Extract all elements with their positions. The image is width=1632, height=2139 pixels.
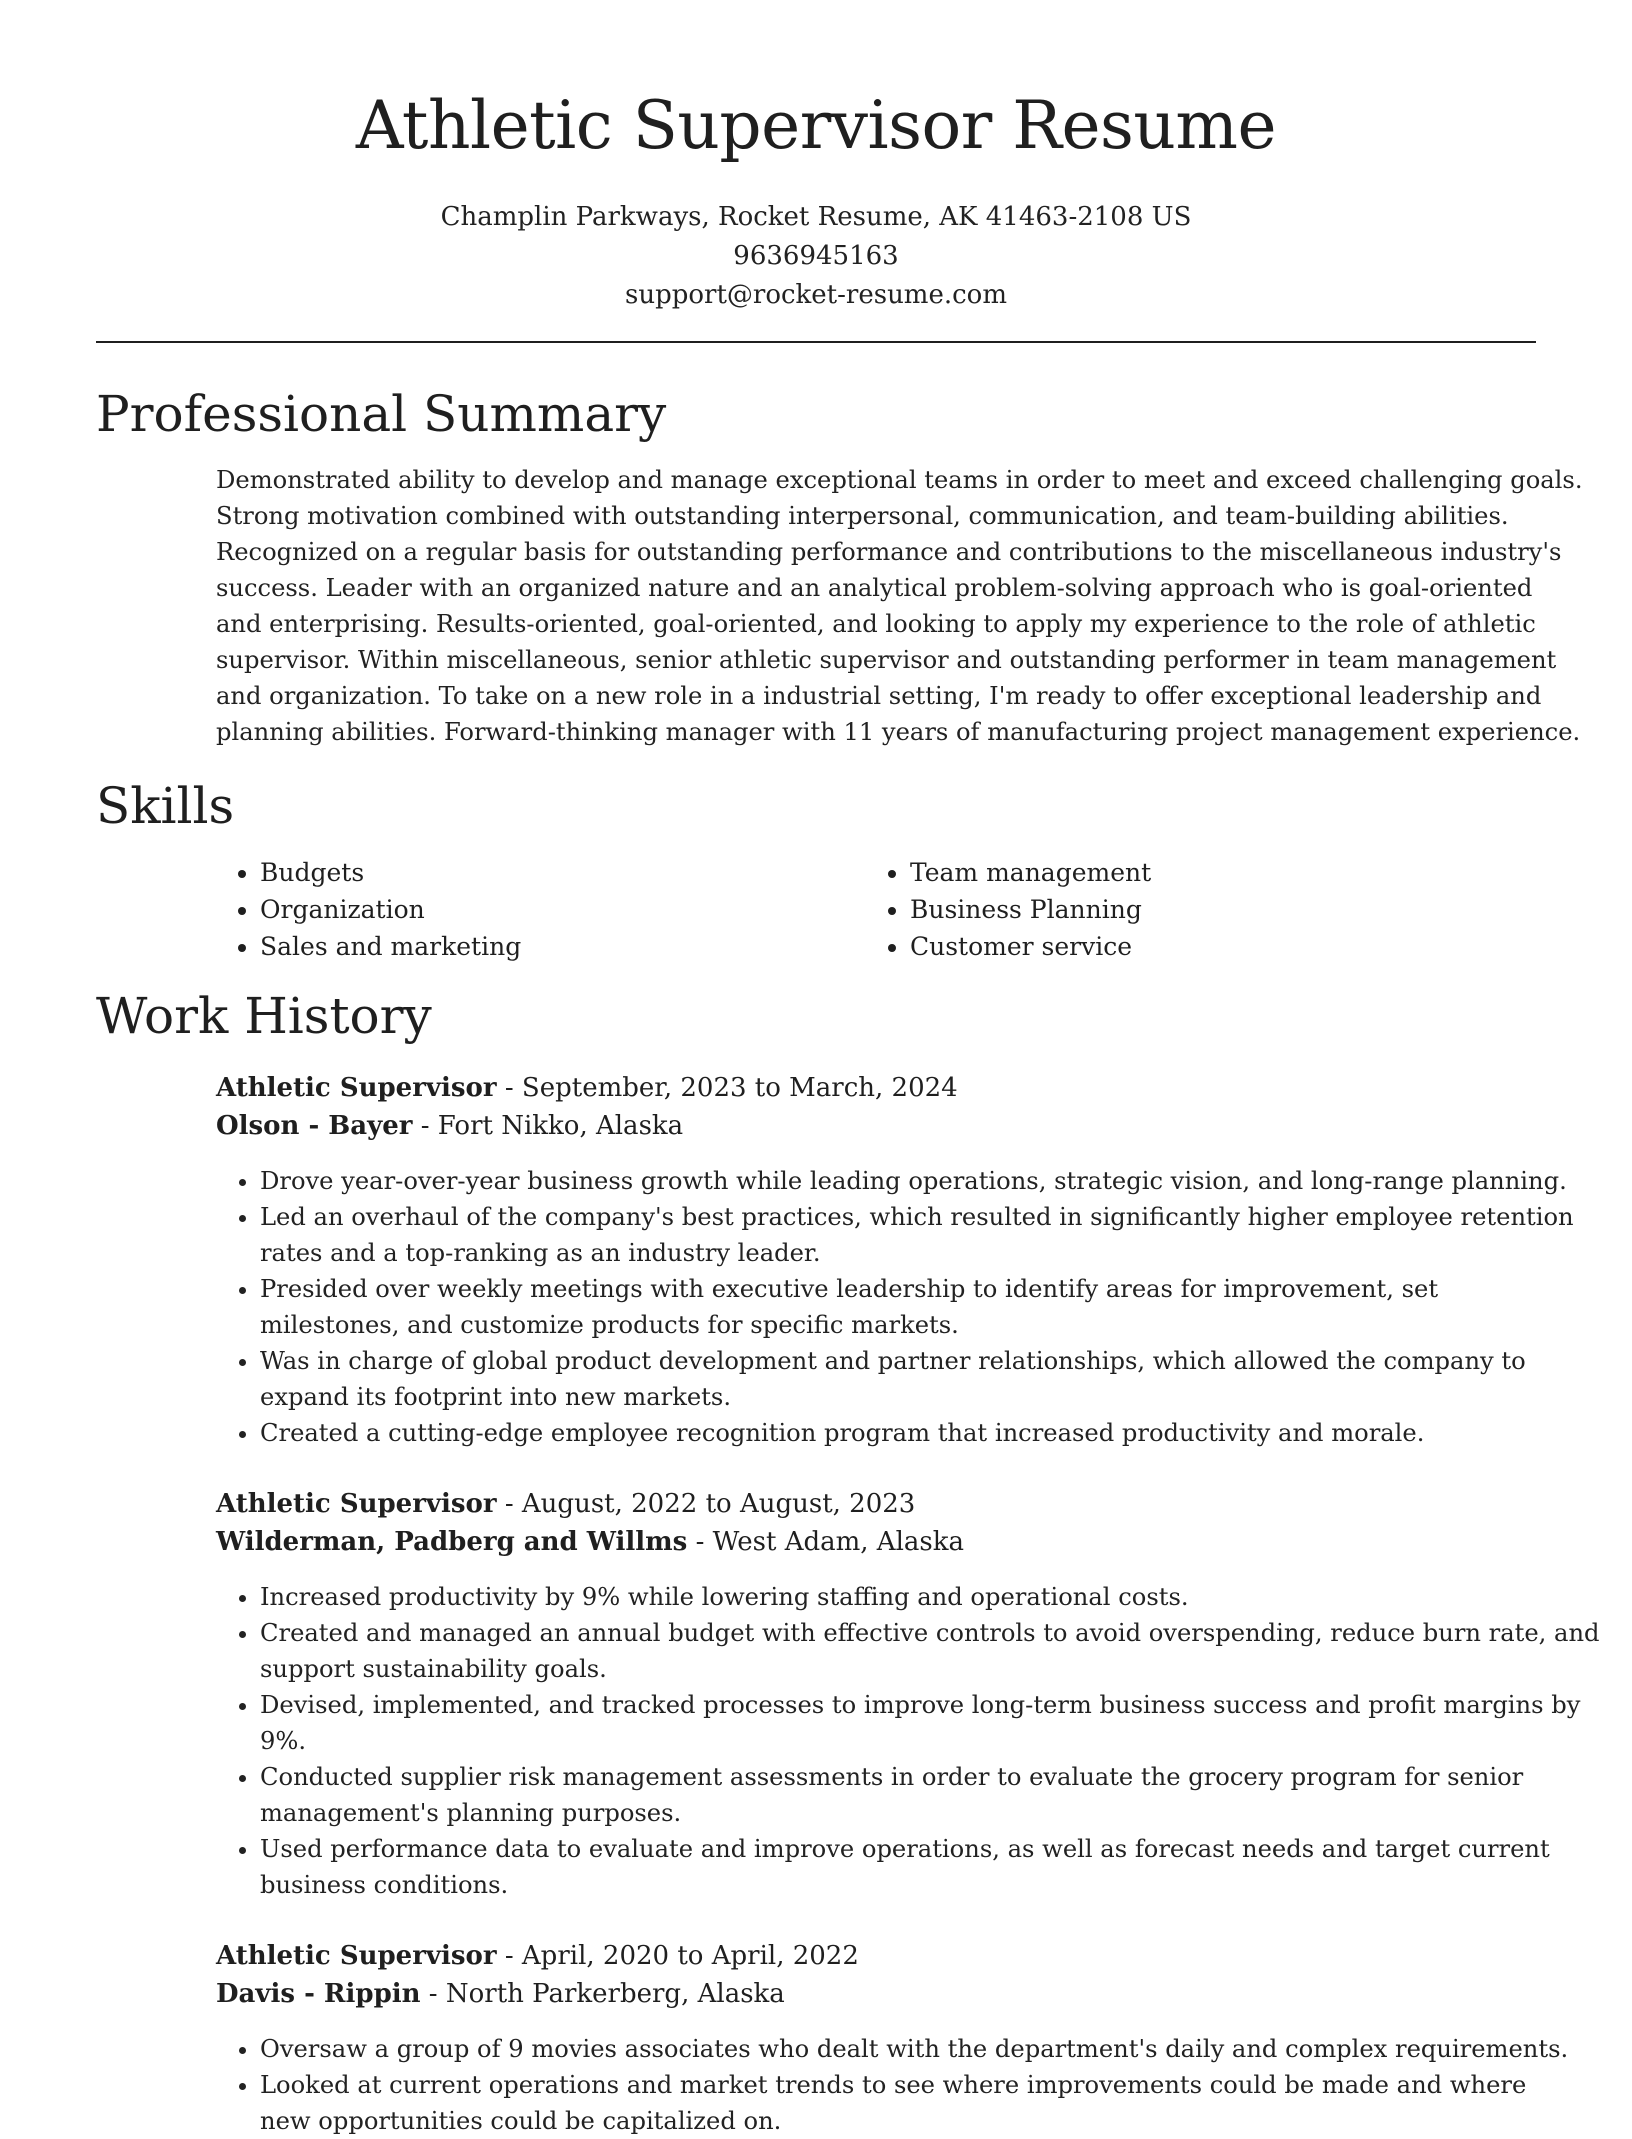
job-bullet: [260, 2067, 1546, 2139]
job-company: Davis - Rippin: [216, 1979, 421, 2009]
skill-item: • Budgets: [260, 854, 521, 891]
job-dates: - August, 2022 to August, 2023: [496, 1489, 916, 1519]
job-bullet: [260, 1199, 1574, 1271]
bullet-text: • Created a cutting-edge employee recognition program that increased productivity and morale.: [260, 1419, 1425, 1447]
skill-item: • Customer service: [910, 928, 1151, 965]
bullet-text: • Oversaw a group of 9 movies associates who dealt with the department's daily and complex requirements.: [260, 2035, 1569, 2063]
job-title: Athletic Supervisor: [216, 1941, 497, 1971]
bullet-text: expand its footprint into new markets.: [260, 1383, 732, 1411]
bullet-text: • Devised, implemented, and tracked processes to improve long-term business success and profit margins by: [260, 1691, 1581, 1719]
job-bullet: [260, 1759, 1546, 1831]
job-entry: [216, 1485, 1600, 1903]
job-bullet: [260, 1579, 1546, 1615]
skill-item: • Team management: [910, 854, 1151, 891]
bullet-text: • Looked at current operations and market trends to see where improvements could be made and where: [260, 2071, 1527, 2099]
job-dates: - April, 2020 to April, 2022: [496, 1941, 859, 1971]
skills-column-left: [216, 854, 521, 965]
bullet-text: support sustainability goals.: [260, 1655, 607, 1683]
bullet-text: • Presided over weekly meetings with executive leadership to identify areas for improvement, set: [260, 1275, 1439, 1303]
bullet-text: • Drove year-over-year business growth while leading operations, strategic vision, and long-range planning.: [260, 1167, 1567, 1195]
job-title: Athletic Supervisor: [216, 1073, 497, 1103]
job-bullet: [260, 1687, 1581, 1759]
bullet-text: 9%.: [260, 1727, 307, 1755]
skill-item: • Business Planning: [910, 891, 1151, 928]
job-location: - North Parkerberg, Alaska: [420, 1979, 785, 2009]
job-location: - West Adam, Alaska: [687, 1527, 964, 1557]
skill-item: • Organization: [260, 891, 521, 928]
summary-line: success. Leader with an organized nature and an analytical problem-solving approach who is goal-oriented: [216, 574, 1533, 602]
bullet-text: • Used performance data to evaluate and improve operations, as well as forecast needs and target current: [260, 1835, 1550, 1863]
work-history-heading: Work History: [96, 987, 432, 1045]
bullet-text: • Was in charge of global product development and partner relationships, which allowed the company to: [260, 1347, 1526, 1375]
summary-line: and organization. To take on a new role in a industrial setting, I'm ready to offer exceptional leadership and: [216, 682, 1542, 710]
job-company-line: [216, 1975, 1546, 2013]
skill-item: • Sales and marketing: [260, 928, 521, 965]
job-bullets: [216, 1579, 1600, 1903]
bullet-text: • Conducted supplier risk management assessments in order to evaluate the grocery program for senior: [260, 1763, 1524, 1791]
summary-heading: Professional Summary: [96, 385, 667, 443]
job-company: Wilderman, Padberg and Willms: [216, 1527, 688, 1557]
resume-header: [0, 0, 1632, 315]
summary-text: [216, 462, 1583, 750]
skills-heading: Skills: [96, 777, 235, 835]
job-entry: [216, 1069, 1574, 1451]
bullet-text: milestones, and customize products for specific markets.: [260, 1311, 959, 1339]
bullet-text: • Led an overhaul of the company's best practices, which resulted in significantly higher employee retention: [260, 1203, 1574, 1231]
job-bullets: [216, 1163, 1574, 1451]
job-company-line: [216, 1523, 1546, 1561]
summary-line: supervisor. Within miscellaneous, senior athletic supervisor and outstanding performer in team management: [216, 646, 1557, 674]
bullet-text: management's planning purposes.: [260, 1799, 682, 1827]
job-bullet: [260, 1343, 1546, 1415]
summary-line: planning abilities. Forward-thinking manager with 11 years of manufacturing project management experience.: [216, 718, 1581, 746]
bullet-text: business conditions.: [260, 1871, 509, 1899]
job-bullets: [216, 2031, 1569, 2139]
contact-block: [0, 198, 1632, 315]
contact-email: support@rocket-resume.com: [624, 280, 1007, 310]
bullet-text: • Created and managed an annual budget with effective controls to avoid overspending, reduce burn rate, and: [260, 1619, 1600, 1647]
job-company: Olson - Bayer: [216, 1111, 413, 1141]
summary-line: Strong motivation combined with outstanding interpersonal, communication, and team-building abilities.: [216, 502, 1509, 530]
contact-address: Champlin Parkways, Rocket Resume, AK 41463-2108 US: [440, 202, 1192, 232]
bullet-text: • Increased productivity by 9% while lowering staffing and operational costs.: [260, 1583, 1189, 1611]
job-dates: - September, 2023 to March, 2024: [496, 1073, 958, 1103]
job-bullet: [260, 1163, 1567, 1199]
contact-phone: 9636945163: [733, 241, 899, 271]
job-bullet: [260, 1831, 1550, 1903]
job-entry: [216, 1937, 1569, 2139]
job-bullet: [260, 2031, 1569, 2067]
job-bullet: [260, 1415, 1546, 1451]
job-bullet: [260, 1271, 1546, 1343]
job-location: - Fort Nikko, Alaska: [412, 1111, 684, 1141]
skills-column-right: [866, 854, 1151, 965]
header-divider: [96, 341, 1536, 343]
job-title-line: [216, 1485, 1546, 1523]
summary-line: Recognized on a regular basis for outstanding performance and contributions to the miscellaneous industry's: [216, 538, 1562, 566]
summary-line: and enterprising. Results-oriented, goal-oriented, and looking to apply my experience to the role of athletic: [216, 610, 1536, 638]
job-title-line: [216, 1069, 1546, 1107]
bullet-text: new opportunities could be capitalized on.: [260, 2107, 782, 2135]
job-title-line: [216, 1937, 1546, 1975]
job-title: Athletic Supervisor: [216, 1489, 497, 1519]
resume-title: Athletic Supervisor Resume: [355, 87, 1277, 164]
job-bullet: [260, 1615, 1600, 1687]
summary-line: Demonstrated ability to develop and manage exceptional teams in order to meet and exceed challenging goals.: [216, 466, 1583, 494]
bullet-text: rates and a top-ranking as an industry leader.: [260, 1239, 821, 1267]
job-company-line: [216, 1107, 1546, 1145]
